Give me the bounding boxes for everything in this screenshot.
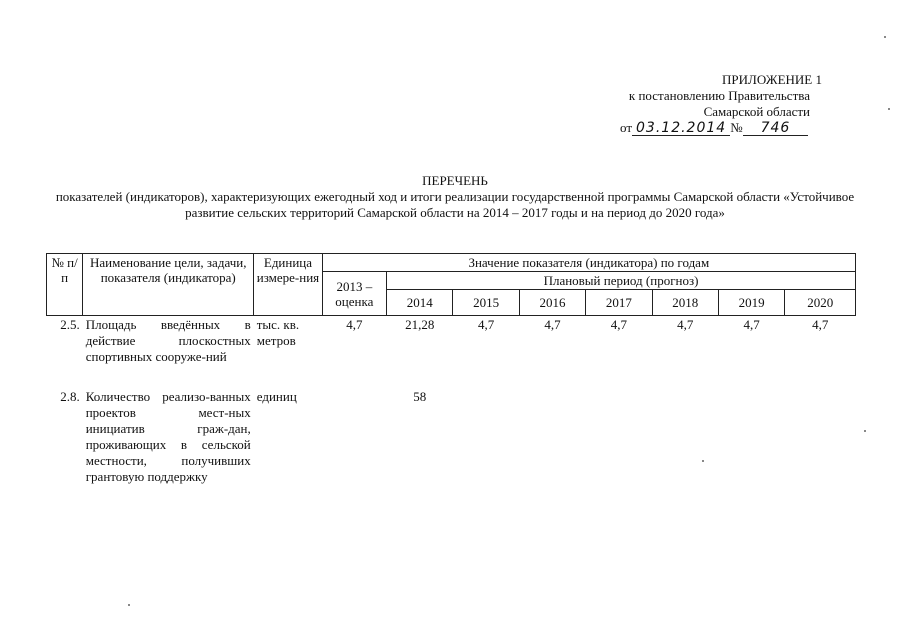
row-value [652, 388, 718, 486]
header-year: 2016 [519, 290, 585, 316]
header-year: 2014 [387, 290, 453, 316]
row-value: 4,7 [544, 317, 561, 332]
handwritten-date: 03.12.2014 [632, 121, 730, 136]
row-value [519, 388, 585, 486]
row-value: 4,7 [812, 317, 829, 332]
number-prefix: № [730, 120, 743, 135]
row-value [718, 388, 784, 486]
row-value: 4,7 [677, 317, 694, 332]
table-row [47, 388, 856, 486]
row-value: 4,7 [610, 317, 628, 332]
header-year: 2019 [718, 290, 784, 316]
document-title: ПЕРЕЧЕНЬ [422, 173, 488, 188]
header-year: 2018 [652, 290, 718, 316]
row-number: 2.8. [60, 389, 80, 404]
appendix-block [600, 72, 840, 136]
document-heading [40, 173, 870, 221]
row-number: 2.5. [60, 317, 80, 332]
header-year: 2015 [453, 290, 519, 316]
appendix-date-line [600, 120, 840, 136]
header-plan-group: Плановый период (прогноз) [387, 272, 856, 290]
scan-speck [864, 430, 866, 432]
header-name: Наименование цели, задачи, показателя (индикатора) [83, 254, 254, 316]
row-indicator-name: Площадь введённых в действие плоскостных спортивных сооруже-ний [85, 317, 251, 364]
indicators-table [46, 253, 856, 486]
scan-speck [884, 36, 886, 38]
row-value [586, 388, 652, 486]
handwritten-number: 746 [743, 121, 809, 136]
row-value: 58 [413, 389, 427, 404]
header-estimate: 2013 – оценка [322, 272, 386, 316]
appendix-title: ПРИЛОЖЕНИЕ 1 [722, 72, 822, 87]
header-year: 2020 [785, 290, 856, 316]
document-subtitle: показателей (индикаторов), характеризующих ежегодный ход и итоги реализации государственной программы Самарской области «Устойчивое развитие сельских территорий Самарской области на 2014 – 2017 годы и на период до 2020 года» [55, 189, 855, 220]
header-year: 2017 [586, 290, 652, 316]
row-value: 4,7 [346, 317, 363, 332]
header-num: № п/п [47, 254, 83, 316]
row-unit: единиц [256, 389, 297, 404]
row-value: 4,7 [743, 317, 760, 332]
header-values-group: Значение показателя (индикатора) по годам [322, 254, 855, 272]
row-value [785, 388, 856, 486]
row-value: 4,7 [477, 317, 495, 332]
appendix-resolution-line: к постановлению Правительства [628, 88, 810, 103]
scan-speck [888, 108, 890, 110]
header-unit: Единица измере-ния [254, 254, 322, 316]
row-value: 21,28 [405, 317, 435, 332]
row-value [453, 388, 519, 486]
row-indicator-name: Количество реализо-ванных проектов мест-ных инициатив граж-дан, проживающих в сельской местности, получивших грантовую поддержку [85, 389, 251, 484]
scan-speck [128, 604, 130, 606]
appendix-region-line: Самарской области [703, 104, 810, 119]
scan-speck [702, 460, 704, 462]
table-row [47, 316, 856, 367]
date-prefix: от [620, 120, 633, 135]
row-value [322, 388, 386, 486]
row-unit: тыс. кв. метров [256, 317, 300, 348]
